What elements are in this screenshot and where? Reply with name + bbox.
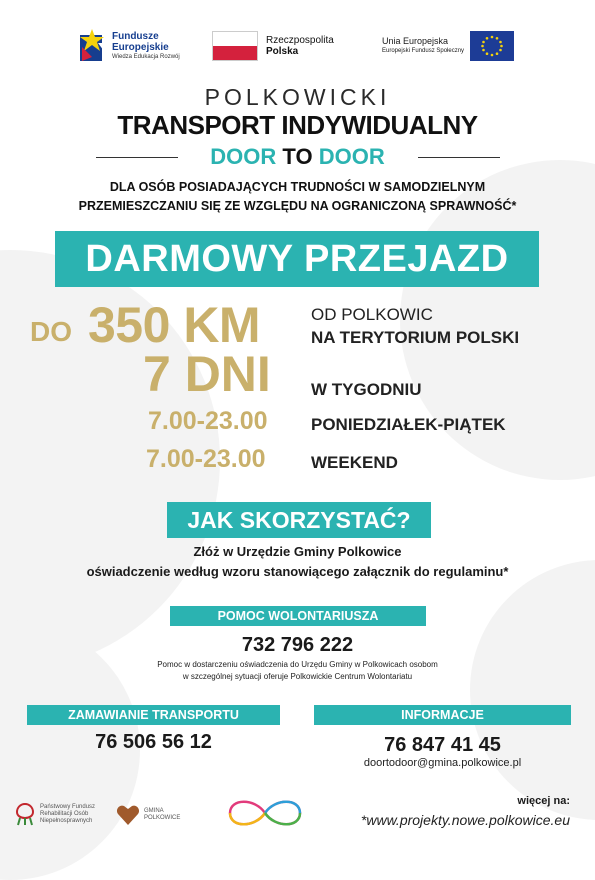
days-desc: W TYGODNIU <box>311 380 422 399</box>
pfron-line1: Państwowy Fundusz <box>40 803 96 810</box>
how-to-title: JAK SKORZYSTAĆ? <box>167 502 431 538</box>
days-value: 7 DNI <box>143 346 271 402</box>
background-shape <box>470 560 595 820</box>
how-line2: oświadczenie według wzoru stanowiącego załącznik do regulaminu* <box>86 564 509 579</box>
rp-line1: Rzeczpospolita <box>266 35 334 46</box>
hours-weekend-desc: WEEKEND <box>311 453 398 472</box>
title-line1: POLKOWICKI <box>204 84 391 110</box>
volunteer-desc-1: Pomoc w dostarczeniu oświadczenia do Urzędu Gminy w Polkowicach osobom <box>157 660 438 669</box>
rzeczpospolita-logo <box>212 30 334 62</box>
info-phone[interactable]: 76 847 41 45 <box>384 734 501 756</box>
to-word: TO <box>282 144 313 169</box>
distance-value: 350 KM <box>88 297 261 353</box>
how-to-text <box>0 542 595 582</box>
infinity-icon <box>222 793 308 833</box>
volunteer-phone[interactable]: 732 796 222 <box>241 634 354 656</box>
order-phone[interactable]: 76 506 56 12 <box>95 731 212 753</box>
pfron-logo <box>14 802 95 826</box>
unia-europejska-logo <box>382 30 514 62</box>
title-line2: TRANSPORT INDYWIDUALNY <box>117 110 478 140</box>
website-link[interactable]: *www.projekty.nowe.polkowice.eu <box>360 812 570 828</box>
gmina-line2: POLKOWICE <box>144 815 181 821</box>
door-word-2: DOOR <box>318 144 385 169</box>
infinity-logo <box>222 793 308 833</box>
rp-line2: Polska <box>266 46 299 57</box>
free-ride-banner: DARMOWY PRZEJAZD <box>55 231 539 287</box>
volunteer-desc-2: w szczególnej sytuacji oferuje Polkowickie Centrum Wolontariatu <box>182 672 413 681</box>
ue-line1: Unia Europejska <box>382 36 449 46</box>
eu-flag-icon <box>470 31 514 61</box>
door-word-1: DOOR <box>210 144 277 169</box>
hours-weekdays: 7.00-23.00 <box>148 407 268 435</box>
fe-line1: Fundusze <box>112 31 159 42</box>
hours-weekdays-desc: PONIEDZIAŁEK-PIĄTEK <box>311 415 506 434</box>
distance-desc-1: OD POLKOWIC <box>311 305 433 324</box>
hours-weekend: 7.00-23.00 <box>146 445 266 473</box>
ue-line2: Europejski Fundusz Społeczny <box>382 48 465 54</box>
gmina-line1: GMINA <box>144 808 164 814</box>
polish-flag-icon <box>212 31 258 61</box>
how-line1: Złóż w Urzędzie Gminy Polkowice <box>193 544 402 559</box>
do-label: DO <box>30 316 72 347</box>
fe-star-icon <box>78 29 106 63</box>
pfron-icon <box>14 802 36 826</box>
door-to-door-title <box>0 144 595 170</box>
info-title: INFORMACJE <box>314 705 571 725</box>
order-title: ZAMAWIANIE TRANSPORTU <box>27 705 280 725</box>
info-email[interactable]: doortodoor@gmina.polkowice.pl <box>363 757 522 769</box>
more-label: więcej na: <box>517 795 570 807</box>
distance-desc-2: NA TERYTORIUM POLSKI <box>311 328 520 347</box>
fundusze-europejskie-logo <box>78 26 208 66</box>
volunteer-desc <box>0 659 595 683</box>
subtitle-line1: DLA OSÓB POSIADAJĄCYCH TRUDNOŚCI W SAMODZIELNYM <box>109 180 486 194</box>
heart-icon <box>116 804 140 826</box>
target-group-text <box>0 178 595 216</box>
pfron-line3: Niepełnosprawnych <box>40 817 93 824</box>
gmina-polkowice-logo <box>116 804 180 826</box>
fe-line3: Wiedza Edukacja Rozwój <box>112 54 180 60</box>
subtitle-line2: PRZEMIESZCZANIU SIĘ ZE WZGLĘDU NA OGRANICZONĄ SPRAWNOŚĆ* <box>78 199 517 213</box>
fe-line2: Europejskie <box>112 42 169 53</box>
volunteer-title: POMOC WOLONTARIUSZA <box>170 606 426 626</box>
pfron-line2: Rehabilitacji Osób <box>40 810 89 817</box>
